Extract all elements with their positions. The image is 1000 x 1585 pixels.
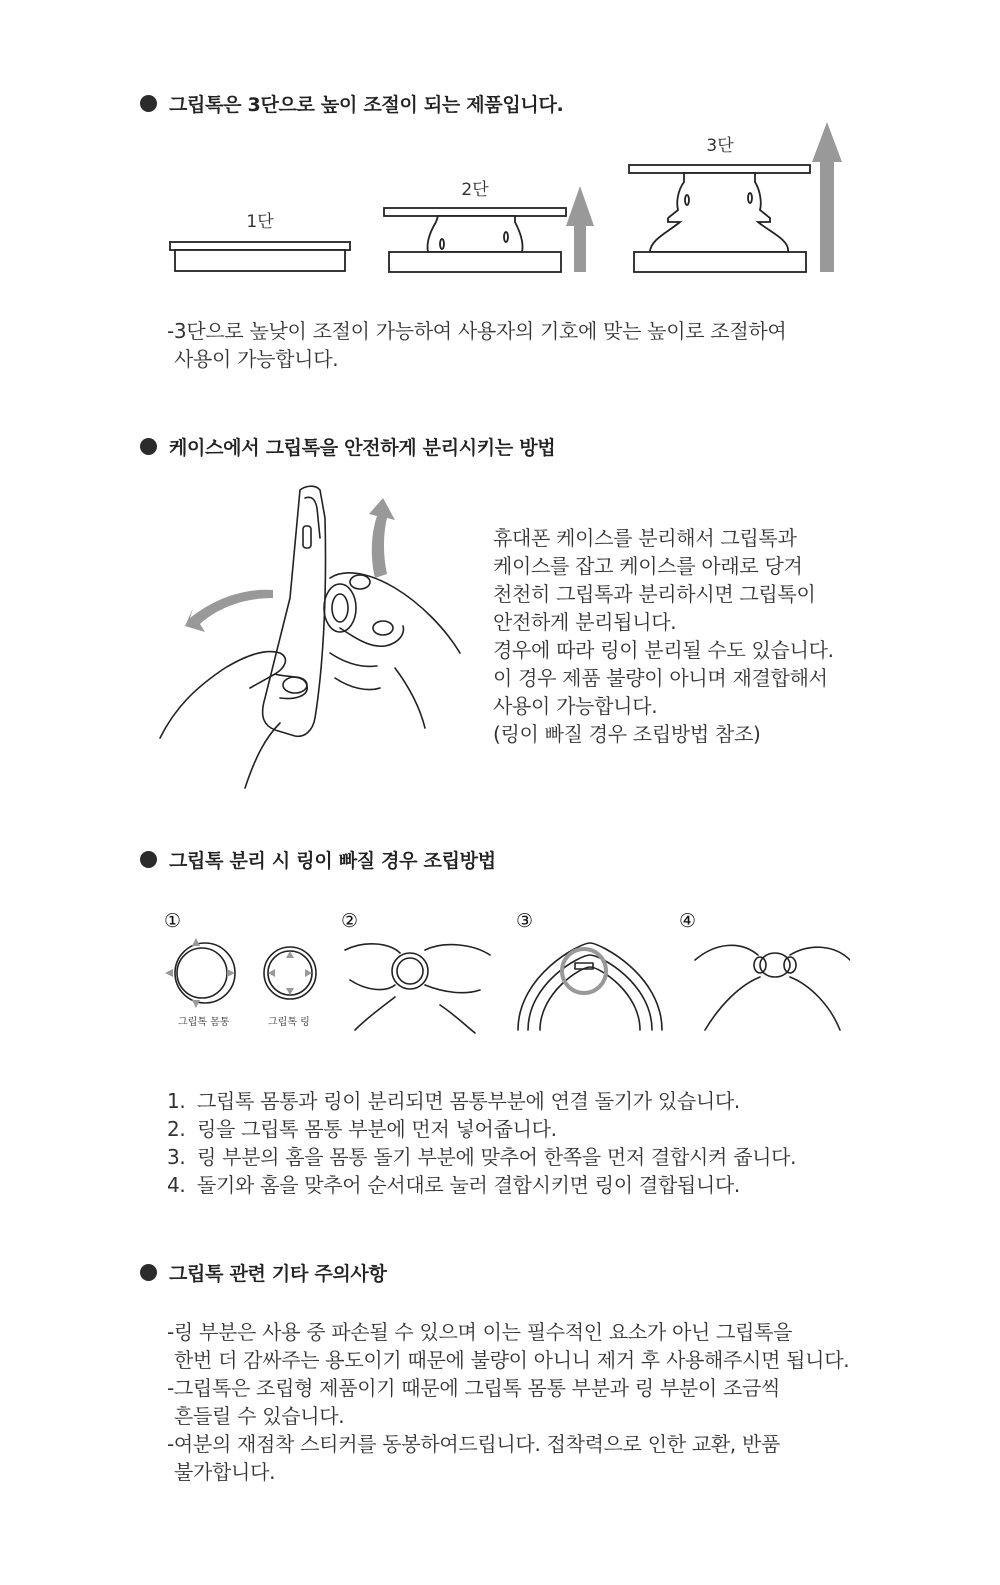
right-thumb-nail bbox=[350, 575, 370, 589]
section2-heading-text: 케이스에서 그립톡을 안전하게 분리시키는 방법 bbox=[169, 437, 556, 459]
arrow-up-icon bbox=[192, 1000, 200, 1008]
grip-disc bbox=[324, 584, 356, 632]
section2-desc-line: 케이스를 잡고 케이스를 아래로 당겨 bbox=[493, 554, 803, 578]
section2-desc-line: 경우에 따라 링이 분리될 수도 있습니다. bbox=[493, 638, 834, 662]
section2-heading bbox=[140, 433, 555, 460]
stage-3-label: 3단 bbox=[706, 136, 734, 156]
list-item bbox=[167, 1087, 796, 1115]
section1-heading-text: 그립톡은 3단으로 높이 조절이 되는 제품입니다. bbox=[169, 94, 564, 116]
section4-heading bbox=[140, 1259, 387, 1286]
section2-description bbox=[493, 524, 834, 748]
step-number: 2. bbox=[167, 1117, 186, 1141]
grip-center bbox=[332, 594, 348, 622]
camera-lens bbox=[303, 526, 311, 548]
case-removal-illustration bbox=[155, 478, 475, 798]
step-marker-3: ③ bbox=[516, 910, 534, 932]
right-hand-top bbox=[330, 573, 460, 653]
section2-desc-line: 사용이 가능합니다. bbox=[493, 694, 658, 718]
section2-desc-line: 천천히 그립톡과 분리하시면 그립톡이 bbox=[493, 582, 816, 606]
stage3-body bbox=[650, 173, 788, 252]
stage1-top-plate bbox=[170, 242, 350, 250]
step-marker-4: ④ bbox=[679, 910, 697, 932]
step-number: 3. bbox=[167, 1145, 186, 1169]
bullet-icon bbox=[140, 851, 157, 868]
right-hand-finger-2 bbox=[330, 653, 377, 666]
assembly-steps-list bbox=[167, 1087, 796, 1199]
stage2-hole-left bbox=[440, 239, 444, 249]
phone-case-edge bbox=[305, 497, 320, 538]
bullet-icon bbox=[140, 1264, 157, 1281]
step-text: 링을 그립톡 몸통 부분에 먼저 넣어줍니다. bbox=[197, 1117, 557, 1141]
right-hand-finger-1 bbox=[340, 626, 403, 646]
grip-body-circle bbox=[175, 943, 235, 1003]
arrow-up-curved-icon bbox=[369, 498, 395, 578]
left-thumb-nail bbox=[283, 677, 307, 693]
stage3-hole-left bbox=[685, 195, 689, 205]
arrow-up-small-icon bbox=[566, 186, 594, 272]
right-finger-nail bbox=[373, 621, 393, 635]
stage-2-label: 2단 bbox=[461, 180, 489, 200]
section3-heading-text: 그립톡 분리 시 링이 빠질 경우 조립방법 bbox=[169, 850, 496, 872]
step3-inner-arc bbox=[540, 967, 640, 1030]
list-item bbox=[167, 1115, 796, 1143]
stage1-base bbox=[175, 250, 345, 271]
step-number: 4. bbox=[167, 1173, 186, 1197]
section4-description bbox=[167, 1318, 849, 1486]
list-item bbox=[167, 1171, 796, 1199]
ring-arrow-down-icon bbox=[286, 988, 294, 995]
section4-desc-line: -그립톡은 조립형 제품이기 때문에 그립톡 몸통 부분과 링 부분이 조금씩 bbox=[167, 1376, 781, 1400]
grip-ring-label: 그립톡 링 bbox=[268, 1017, 310, 1028]
right-hand-finger-3 bbox=[335, 678, 380, 690]
stage2-top-plate bbox=[384, 208, 566, 216]
arrow-right-icon bbox=[165, 969, 173, 977]
step4-ring bbox=[760, 953, 790, 977]
left-hand-wrist bbox=[245, 723, 280, 788]
section4-desc-line: 흔들릴 수 있습니다. bbox=[174, 1404, 345, 1428]
step-marker-2: ② bbox=[341, 910, 359, 932]
height-stages-illustration bbox=[0, 110, 1000, 285]
ring-arrow-right-icon bbox=[305, 969, 312, 977]
step2-ring-inner bbox=[397, 958, 423, 984]
section4-desc-line: -링 부분은 사용 중 파손될 수 있으며 이는 필수적인 요소가 아닌 그립톡을 bbox=[167, 1320, 793, 1344]
stage2-hole-right bbox=[504, 232, 508, 242]
grip-body-inner bbox=[177, 948, 227, 998]
stage-1-label: 1단 bbox=[246, 212, 274, 232]
ring-arrow-left-icon bbox=[268, 969, 275, 977]
step3-outer-arc bbox=[518, 943, 662, 1030]
list-item bbox=[167, 1143, 796, 1171]
section1-desc-line: 사용이 가능합니다. bbox=[174, 347, 339, 371]
right-hand-wrist bbox=[395, 668, 425, 728]
section3-heading bbox=[140, 846, 496, 873]
step-number: 1. bbox=[167, 1089, 186, 1113]
section1-description bbox=[167, 317, 786, 373]
section4-desc-line: 한번 더 감싸주는 용도이기 때문에 불량이 아니니 제거 후 사용해주시면 됩니다. bbox=[174, 1348, 850, 1372]
step-text: 링 부분의 홈을 몸통 돌기 부분에 맞추어 한쪽을 먼저 결합시켜 줍니다. bbox=[197, 1145, 797, 1169]
step4-hands bbox=[695, 945, 850, 1030]
section1-desc-line: -3단으로 높낮이 조절이 가능하여 사용자의 기호에 맞는 높이로 조절하여 bbox=[167, 319, 787, 343]
stage3-base bbox=[634, 252, 806, 272]
step-marker-1: ① bbox=[164, 910, 182, 932]
assembly-steps-illustration bbox=[150, 935, 850, 1040]
section2-desc-line: 휴대폰 케이스를 분리해서 그립톡과 bbox=[493, 526, 797, 550]
stage3-hole-right bbox=[748, 193, 752, 203]
arrow-down-icon bbox=[192, 938, 200, 946]
step-text: 그립톡 몸통과 링이 분리되면 몸통부분에 연결 돌기가 있습니다. bbox=[197, 1089, 740, 1113]
section2-desc-line: 이 경우 제품 불량이 아니며 재결합해서 bbox=[493, 666, 828, 690]
grip-body-label: 그립톡 몸통 bbox=[178, 1017, 230, 1028]
section2-desc-line: 안전하게 분리됩니다. bbox=[493, 610, 677, 634]
arrow-left-icon bbox=[227, 969, 235, 977]
section4-heading-text: 그립톡 관련 기타 주의사항 bbox=[169, 1263, 387, 1285]
section4-desc-line: -여분의 재점착 스티커를 동봉하여드립니다. 접착력으로 인한 교환, 반품 bbox=[167, 1432, 781, 1456]
arrow-left-curved-icon bbox=[185, 590, 273, 632]
step2-hands bbox=[345, 944, 490, 1033]
ring-arrow-up-icon bbox=[286, 951, 294, 958]
step-text: 돌기와 홈을 맞추어 순서대로 눌러 결합시키면 링이 결합됩니다. bbox=[197, 1173, 740, 1197]
bullet-icon bbox=[140, 438, 157, 455]
section4-desc-line: 불가합니다. bbox=[174, 1460, 276, 1484]
section2-desc-line: (링이 빠질 경우 조립방법 참조) bbox=[493, 722, 761, 746]
stage3-top-plate bbox=[629, 165, 810, 173]
arrow-up-large-icon bbox=[812, 122, 842, 272]
stage2-base bbox=[389, 252, 561, 272]
